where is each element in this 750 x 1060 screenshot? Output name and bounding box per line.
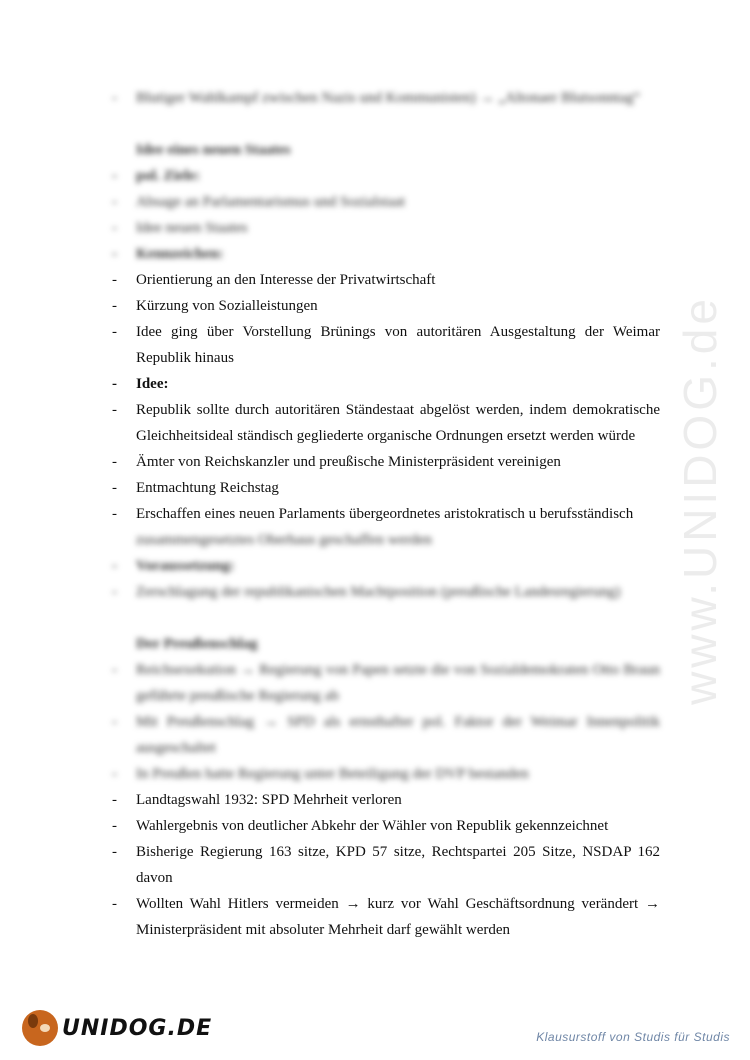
list-item-text: Blutiger Wahlkampf zwischen Nazis und Kommunisten) → „Altonaer Blutsonntag“	[136, 90, 641, 106]
list-item-text: Orientierung an den Interesse der Privatwirtschaft	[136, 272, 436, 288]
bullet-dash: -	[112, 194, 117, 210]
bullet-dash: -	[112, 298, 117, 314]
list-item-text: Voraussetzung:	[136, 558, 235, 574]
bullet-dash: -	[112, 896, 117, 912]
list-item-text: Kürzung von Sozialleistungen	[136, 298, 318, 314]
section-heading: Idee eines neuen Staates	[136, 142, 291, 158]
list-item-text: Republik sollte durch autoritären Ständestaat abgelöst werden, indem demokratische Gleichheitsideal ständisch gegliederte organische Ordnungen ersetzt werden würde	[136, 402, 660, 444]
bullet-dash: -	[112, 480, 117, 496]
list-item	[112, 449, 660, 475]
list-item-text: In Preußen hatte Regierung unter Beteiligung der DVP bestanden	[136, 766, 529, 782]
list-item	[112, 371, 660, 397]
list-item	[112, 85, 660, 111]
bullet-dash: -	[112, 714, 117, 730]
list-item	[112, 189, 660, 215]
list-item-text: Entmachtung Reichstag	[136, 480, 279, 496]
unidog-logo[interactable]	[22, 1010, 212, 1046]
list-item	[112, 657, 660, 709]
list-item-text: Ämter von Reichskanzler und preußische Ministerpräsident vereinigen	[136, 454, 561, 470]
list-item-text: Reichsexekution → Regierung von Papen setzte die von Sozialdemokraten Otto Braun geführte preußische Regierung ab	[136, 662, 660, 704]
list-item-text: Bisherige Regierung 163 sitze, KPD 57 sitze, Rechtspartei 205 Sitze, NSDAP 162 davon	[136, 844, 660, 886]
list-item	[112, 319, 660, 371]
list-item-text: Erschaffen eines neuen Parlaments übergeordnetes aristokratisch u berufsständisch	[136, 506, 634, 522]
list-item-text: Wahlergebnis von deutlicher Abkehr der Wähler von Republik gekennzeichnet	[136, 818, 609, 834]
watermark-text: www.UNIDOG.de	[674, 295, 727, 705]
section-heading: Der Preußenschlag	[136, 636, 258, 652]
list-item-text: Idee ging über Vorstellung Brünings von autoritären Ausgestaltung der Weimar Republik hinaus	[136, 324, 660, 366]
list-item	[112, 475, 660, 501]
list-item-text: Landtagswahl 1932: SPD Mehrheit verloren	[136, 792, 402, 808]
list-item	[112, 891, 660, 943]
list-item-text: Absage an Parlamentarismus und Sozialstaat	[136, 194, 406, 210]
bullet-dash: -	[112, 220, 117, 236]
list-item	[112, 839, 660, 891]
list-item	[112, 501, 660, 553]
list-item-text: Idee:	[136, 376, 169, 392]
dog-icon	[22, 1010, 58, 1046]
bullet-dash: -	[112, 90, 117, 106]
bullet-dash: -	[112, 558, 117, 574]
logo-text: UNIDOG.DE	[62, 1015, 213, 1041]
list-item	[112, 579, 660, 605]
bullet-dash: -	[112, 662, 117, 678]
bullet-dash: -	[112, 246, 117, 262]
list-item	[112, 241, 660, 267]
bullet-dash: -	[112, 324, 117, 340]
footer-tagline: Klausurstoff von Studis für Studis	[536, 1030, 730, 1044]
list-item	[112, 787, 660, 813]
list-item	[112, 553, 660, 579]
list-item-continuation: zusammengesetztes Oberhaus geschaffen werden	[136, 532, 432, 548]
bullet-dash: -	[112, 584, 117, 600]
list-item-text: pol. Ziele:	[136, 168, 201, 184]
bullet-dash: -	[112, 792, 117, 808]
list-item	[112, 761, 660, 787]
bullet-dash: -	[112, 168, 117, 184]
list-item	[112, 163, 660, 189]
bullet-dash: -	[112, 844, 117, 860]
bullet-dash: -	[112, 454, 117, 470]
bullet-dash: -	[112, 818, 117, 834]
list-item-text: Kennzeichen:	[136, 246, 224, 262]
list-item	[112, 813, 660, 839]
bullet-dash: -	[112, 506, 117, 522]
spacer	[112, 605, 660, 631]
list-item	[112, 293, 660, 319]
list-item	[112, 397, 660, 449]
bullet-dash: -	[112, 402, 117, 418]
watermark	[670, 280, 730, 720]
spacer	[112, 111, 660, 137]
list-item-text: Wollten Wahl Hitlers vermeiden → kurz vor Wahl Geschäftsordnung verändert → Ministerpräsident mit absoluter Mehrheit darf gewählt werden	[136, 896, 660, 938]
list-item	[112, 709, 660, 761]
bullet-dash: -	[112, 766, 117, 782]
list-item-text: Idee neuen Staates	[136, 220, 248, 236]
list-item-text: Mit Preußenschlag → SPD als ernsthafter pol. Faktor der Weimar Innenpolitik ausgeschaltet	[136, 714, 660, 756]
bullet-dash: -	[112, 376, 117, 392]
list-item	[112, 215, 660, 241]
list-item	[112, 267, 660, 293]
list-item-text: Zerschlagung der republikanischen Machtposition (preußische Landesregierung)	[136, 584, 621, 600]
document-content	[112, 85, 660, 943]
bullet-dash: -	[112, 272, 117, 288]
